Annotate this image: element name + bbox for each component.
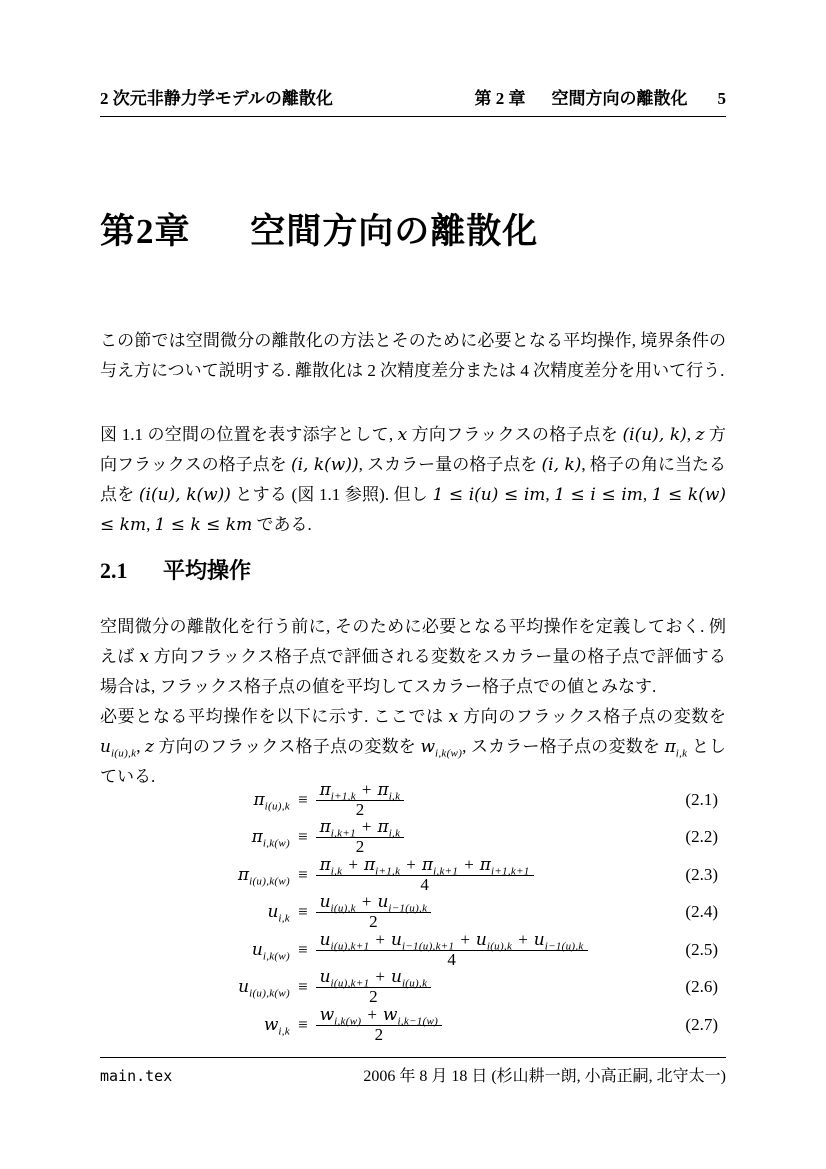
math-variable: x <box>397 425 408 445</box>
equiv-symbol: ≡ <box>298 1014 308 1034</box>
fraction <box>316 1006 443 1044</box>
math-subscript: i(u),k <box>486 940 513 953</box>
math-subscript: i(u),k+1 <box>330 977 370 990</box>
math-variable: u <box>251 939 263 960</box>
math-operator: + <box>348 854 358 874</box>
paragraph-grid-indices: 図 1.1 の空間の位置を表す添字として, x 方向フラックスの格子点を (i(u), k), z 方向フラックスの格子点を (i, k(w)), スカラー量の格子点を (i, k), 格子の角に当たる点を (i(u), k(w)) とする (図 1.1 参照). 但し 1 ≤ i(u) ≤ im, 1 ≤ i ≤ im, 1 ≤ k(w) ≤ km, 1 ≤ k ≤ km である. <box>100 425 727 535</box>
fraction-numerator <box>316 779 405 803</box>
math-variable: π <box>479 854 491 875</box>
fraction-denominator: 2 <box>316 1025 443 1044</box>
equiv-symbol: ≡ <box>298 789 308 809</box>
math-subscript: i+1,k <box>375 865 401 878</box>
math-subscript: i,k <box>388 790 401 803</box>
math-subscript: i,k−1(w) <box>397 1015 439 1028</box>
math-subscript: i−1(u),k <box>388 902 428 915</box>
math-subscript: i,k(w) <box>334 1015 362 1028</box>
math-variable: (i, k) <box>541 455 582 475</box>
chapter-name: 空間方向の離散化 <box>250 212 539 251</box>
math-variable: z <box>695 425 705 445</box>
equation-number: (2.7) <box>685 1014 718 1034</box>
paragraph-intro: この節では空間微分の離散化の方法とそのために必要となる平均操作, 境界条件の与え方について説明する. 離散化は 2 次精度差分または 4 次精度差分を用いて行う. <box>100 331 726 380</box>
equation-number: (2.4) <box>685 902 718 922</box>
math-variable: π <box>377 817 389 838</box>
math-variable: 1 ≤ k(w) ≤ km <box>100 485 727 535</box>
fraction-denominator: 2 <box>316 800 405 819</box>
math-subscript: i,k(w) <box>262 837 290 850</box>
fraction-denominator: 4 <box>316 950 588 969</box>
page-header <box>100 84 726 117</box>
math-operator: + <box>361 779 372 799</box>
fraction-numerator <box>316 854 534 878</box>
equiv-symbol: ≡ <box>298 864 308 884</box>
math-variable: x <box>448 707 459 727</box>
page-footer <box>100 1063 726 1086</box>
fraction-numerator <box>316 967 432 990</box>
math-subscript: i+1,k+1 <box>490 865 530 878</box>
math-variable: 1 ≤ i(u) ≤ im <box>432 485 546 505</box>
math-subscript: i(u),k <box>264 800 290 813</box>
math-variable: (i(u), k) <box>622 425 687 445</box>
math-operator: + <box>375 967 385 987</box>
math-subscript: i−1(u),k+1 <box>401 940 455 953</box>
math-variable: π <box>377 779 389 800</box>
math-variable: u <box>475 929 487 950</box>
math-variable: π <box>253 789 265 810</box>
equation-row <box>100 1006 726 1044</box>
math-variable: u <box>319 892 331 913</box>
fraction <box>316 781 405 819</box>
section-number: 2.1 <box>100 558 128 583</box>
equation-lhs <box>100 902 290 925</box>
math-subscript: i(u),k <box>330 902 356 915</box>
math-subscript: i(u),k(w) <box>249 987 290 1000</box>
math-variable: x <box>139 647 149 667</box>
equation-number: (2.6) <box>685 977 718 997</box>
math-variable: u <box>319 929 331 950</box>
math-variable: 1 ≤ k ≤ km <box>154 515 253 535</box>
math-subscript: i(u),k(w) <box>249 875 290 888</box>
math-variable: 1 ≤ i ≤ im <box>554 485 643 505</box>
math-variable: π <box>251 827 263 848</box>
equation-number: (2.2) <box>685 827 718 847</box>
math-subscript: i,k <box>330 865 343 878</box>
header-running-title: 2 次元非静力学モデルの離散化 <box>100 89 333 108</box>
header-chapter-label: 第 2 章 <box>474 89 526 108</box>
math-variable: u <box>390 967 402 988</box>
chapter-number: 第2章 <box>100 212 191 251</box>
header-chapter-title: 空間方向の離散化 <box>551 89 688 108</box>
equation-row <box>100 931 726 969</box>
equation-number: (2.5) <box>685 939 718 959</box>
math-subscript: i+1,k <box>330 790 356 803</box>
equation-lhs <box>100 977 290 1000</box>
equation-lhs <box>100 827 290 850</box>
math-variable: π <box>319 854 331 875</box>
math-subscript: i,k <box>675 747 688 760</box>
fraction-numerator <box>316 817 405 840</box>
fraction-numerator <box>316 929 588 953</box>
math-variable: u <box>238 977 250 998</box>
fraction <box>316 818 405 856</box>
math-variable: π <box>421 854 434 875</box>
footer-date-authors: 2006 年 8 月 18 日 (杉山耕一朗, 小高正嗣, 北守太一) <box>363 1068 726 1085</box>
math-operator: + <box>518 929 528 949</box>
chapter-heading <box>100 204 538 254</box>
equation-row <box>100 819 726 857</box>
math-operator: + <box>406 854 416 874</box>
math-variable: π <box>319 779 331 800</box>
math-variable: u <box>377 892 389 913</box>
math-subscript: i,k(w) <box>262 950 290 963</box>
fraction-denominator: 2 <box>316 987 432 1006</box>
math-operator: + <box>464 854 474 874</box>
fraction <box>316 893 432 931</box>
math-subscript: i,k+1 <box>330 827 356 840</box>
math-subscript: i,k <box>388 827 401 840</box>
math-subscript: i(u),k+1 <box>330 940 370 953</box>
header-right-group <box>475 84 727 109</box>
math-operator: + <box>361 892 372 912</box>
equation-lhs <box>100 939 290 963</box>
math-subscript: i−1(u),k <box>544 940 584 953</box>
fraction <box>316 968 432 1006</box>
fraction-denominator: 2 <box>316 837 405 856</box>
math-subscript: i(u),k <box>401 977 428 990</box>
equiv-symbol: ≡ <box>298 939 308 959</box>
fraction-numerator <box>316 1004 443 1028</box>
math-subscript: i,k <box>278 912 290 925</box>
footer-filename: main.tex <box>100 1067 173 1085</box>
math-variable: u <box>100 737 111 757</box>
math-subscript: i,k+1 <box>433 865 459 878</box>
math-operator: + <box>460 929 470 949</box>
fraction <box>316 856 534 894</box>
math-variable: (i(u), k(w)) <box>138 485 231 505</box>
math-variable: π <box>363 854 376 875</box>
paragraph-notation: 必要となる平均操作を以下に示す. ここでは x 方向のフラックス格子点の変数を $u_{i(u),k}$, z 方向のフラックス格子点の変数を $w_{i,k(w)}$, スカラー格子点の変数を $\pi_{i,k}$ としている. <box>100 707 727 786</box>
math-variable: w <box>382 1004 398 1025</box>
math-operator: + <box>367 1004 377 1024</box>
math-variable: w <box>319 1004 335 1025</box>
fraction-denominator: 2 <box>316 912 432 931</box>
equation-lhs <box>100 1014 290 1038</box>
fraction <box>316 931 588 969</box>
equation-number: (2.3) <box>685 864 718 884</box>
math-subscript: i,k <box>278 1025 290 1038</box>
page-number: 5 <box>717 89 726 108</box>
math-variable: z <box>145 737 154 757</box>
math-variable: π <box>237 864 250 885</box>
math-operator: + <box>361 817 372 837</box>
equation-row <box>100 856 726 894</box>
equations-block <box>100 781 726 1044</box>
equiv-symbol: ≡ <box>298 977 308 997</box>
paragraph-average-definition: 空間微分の離散化を行う前に, そのために必要となる平均操作を定義しておく. 例えば x 方向フラックス格子点で評価される変数をスカラー量の格子点で評価する場合は, フラックス格子点の値を平均してスカラー格子点での値とみなす. <box>100 617 726 696</box>
math-variable: (i, k(w)) <box>290 455 359 475</box>
math-variable: u <box>267 902 279 923</box>
math-variable: w <box>420 737 435 757</box>
fraction-denominator: 4 <box>316 875 534 894</box>
math-variable: π <box>664 737 676 757</box>
fraction-numerator <box>316 892 432 915</box>
math-operator: + <box>375 929 385 949</box>
math-subscript: i,k(w) <box>435 747 463 760</box>
math-variable: u <box>533 929 545 950</box>
math-subscript: i(u),k <box>110 747 137 760</box>
equiv-symbol: ≡ <box>298 827 308 847</box>
equation-row <box>100 969 726 1007</box>
math-variable: w <box>263 1014 279 1035</box>
equiv-symbol: ≡ <box>298 902 308 922</box>
math-variable: π <box>319 817 331 838</box>
equation-row <box>100 894 726 932</box>
equation-lhs <box>100 789 290 813</box>
section-heading <box>100 554 251 585</box>
equation-number: (2.1) <box>685 789 718 809</box>
math-variable: u <box>390 929 402 950</box>
equation-lhs <box>100 864 290 888</box>
section-name: 平均操作 <box>163 558 252 583</box>
footer-rule <box>100 1057 726 1058</box>
equation-row <box>100 781 726 819</box>
math-variable: u <box>319 967 331 988</box>
